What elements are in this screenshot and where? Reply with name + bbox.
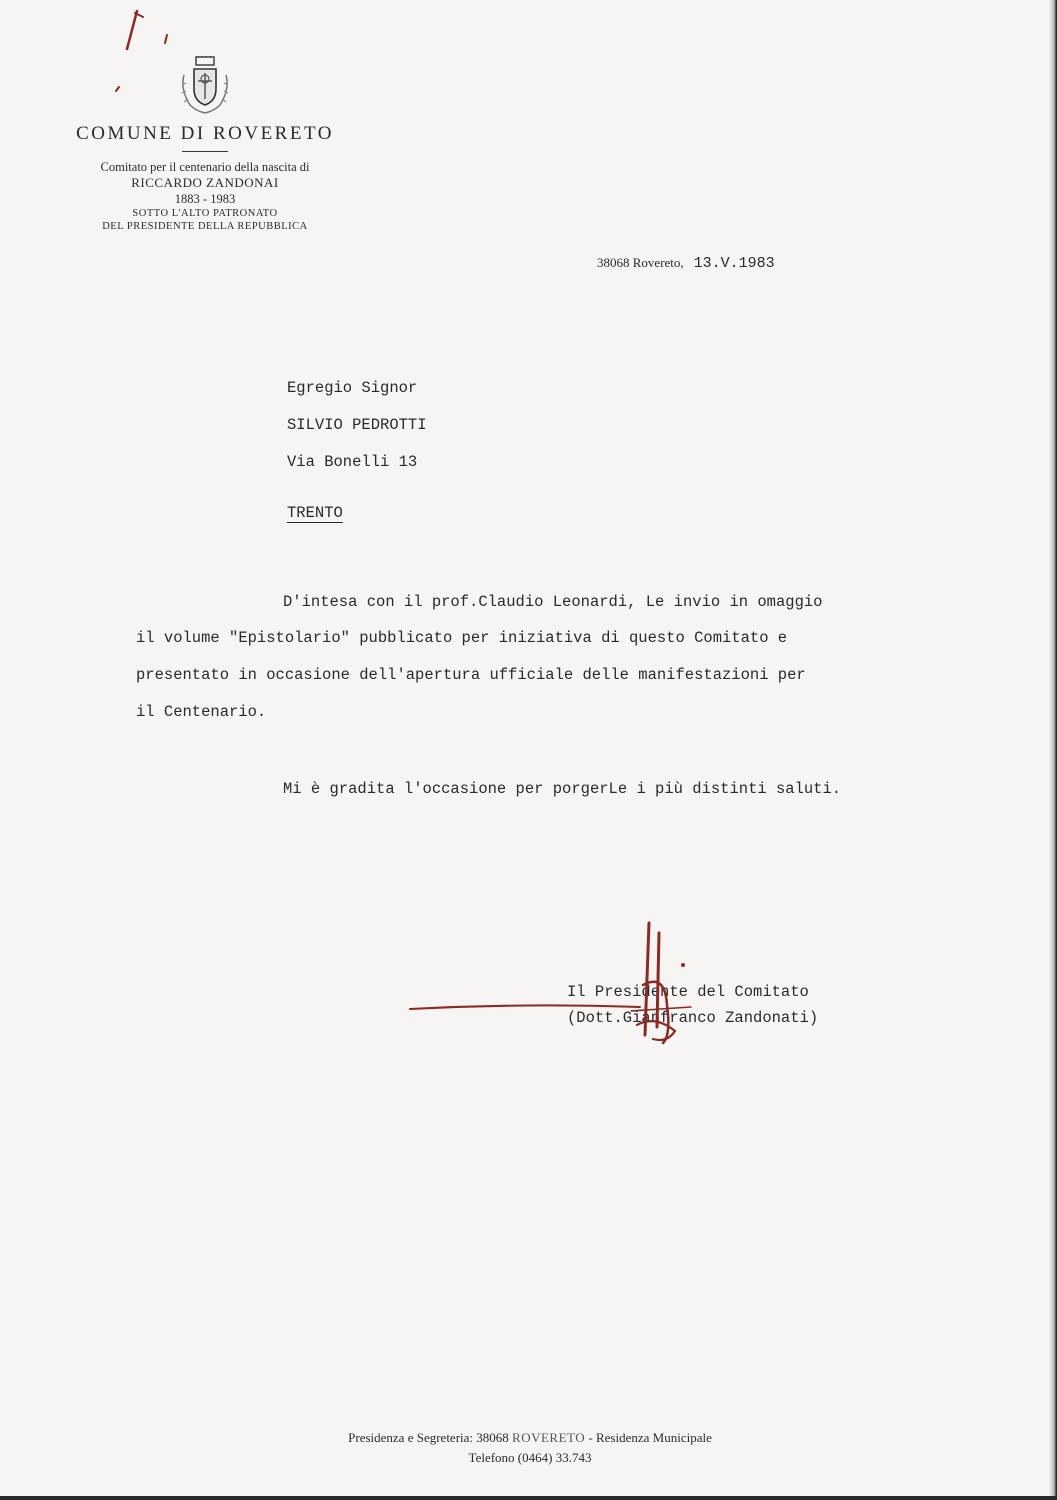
recipient-salutation: Egregio Signor: [287, 379, 418, 397]
recipient-name: SILVIO PEDROTTI: [287, 416, 427, 434]
handwritten-signature: [405, 915, 695, 1055]
paper-edge-right: [1049, 0, 1057, 1500]
recipient-street: Via Bonelli 13: [287, 453, 418, 471]
paper-edge-bottom: [0, 1496, 1057, 1500]
recipient-city: TRENTO: [287, 504, 343, 522]
body-line: il Centenario.: [136, 703, 267, 721]
signatory-name: (Dott.Gianfranco Zandonati): [567, 1009, 819, 1027]
date-place: 38068 Rovereto,: [597, 255, 684, 270]
letterhead-committee: Comitato per il centenario della nascita di: [100, 160, 310, 174]
letterhead-patronage-2: DEL PRESIDENTE DELLA REPUBBLICA: [102, 221, 308, 232]
date-value: 13.V.1983: [693, 255, 775, 272]
closing-line: Mi è gradita l'occasione per porgerLe i più distinti saluti.: [283, 780, 842, 798]
signatory-title: Il Presidente del Comitato: [567, 983, 809, 1001]
letterhead-divider: [182, 151, 228, 152]
body-line: D'intesa con il prof.Claudio Leonardi, Le invio in omaggio: [283, 593, 823, 611]
letterhead: [45, 55, 365, 233]
footer-phone: Telefono (0464) 33.743: [468, 1450, 592, 1465]
body-line: presentato in occasione dell'apertura ufficiale delle manifestazioni per: [136, 666, 806, 684]
dateline: [597, 254, 775, 272]
coat-of-arms-icon: [174, 55, 236, 117]
letterhead-city: COMUNE DI ROVERETO: [76, 123, 334, 144]
footer-address-city: ROVERETO: [512, 1430, 586, 1445]
letterhead-patronage-1: SOTTO L'ALTO PATRONATO: [132, 208, 278, 219]
footer-address-prefix: Presidenza e Segreteria: 38068: [348, 1430, 509, 1445]
footer: [230, 1428, 830, 1468]
letterhead-honoree: RICCARDO ZANDONAI: [131, 175, 279, 190]
body-line: il volume "Epistolario" pubblicato per iniziativa di questo Comitato e: [136, 629, 788, 647]
letterhead-years: 1883 - 1983: [174, 192, 236, 206]
footer-address-suffix: - Residenza Municipale: [588, 1430, 712, 1445]
footer-address: [230, 1428, 830, 1448]
